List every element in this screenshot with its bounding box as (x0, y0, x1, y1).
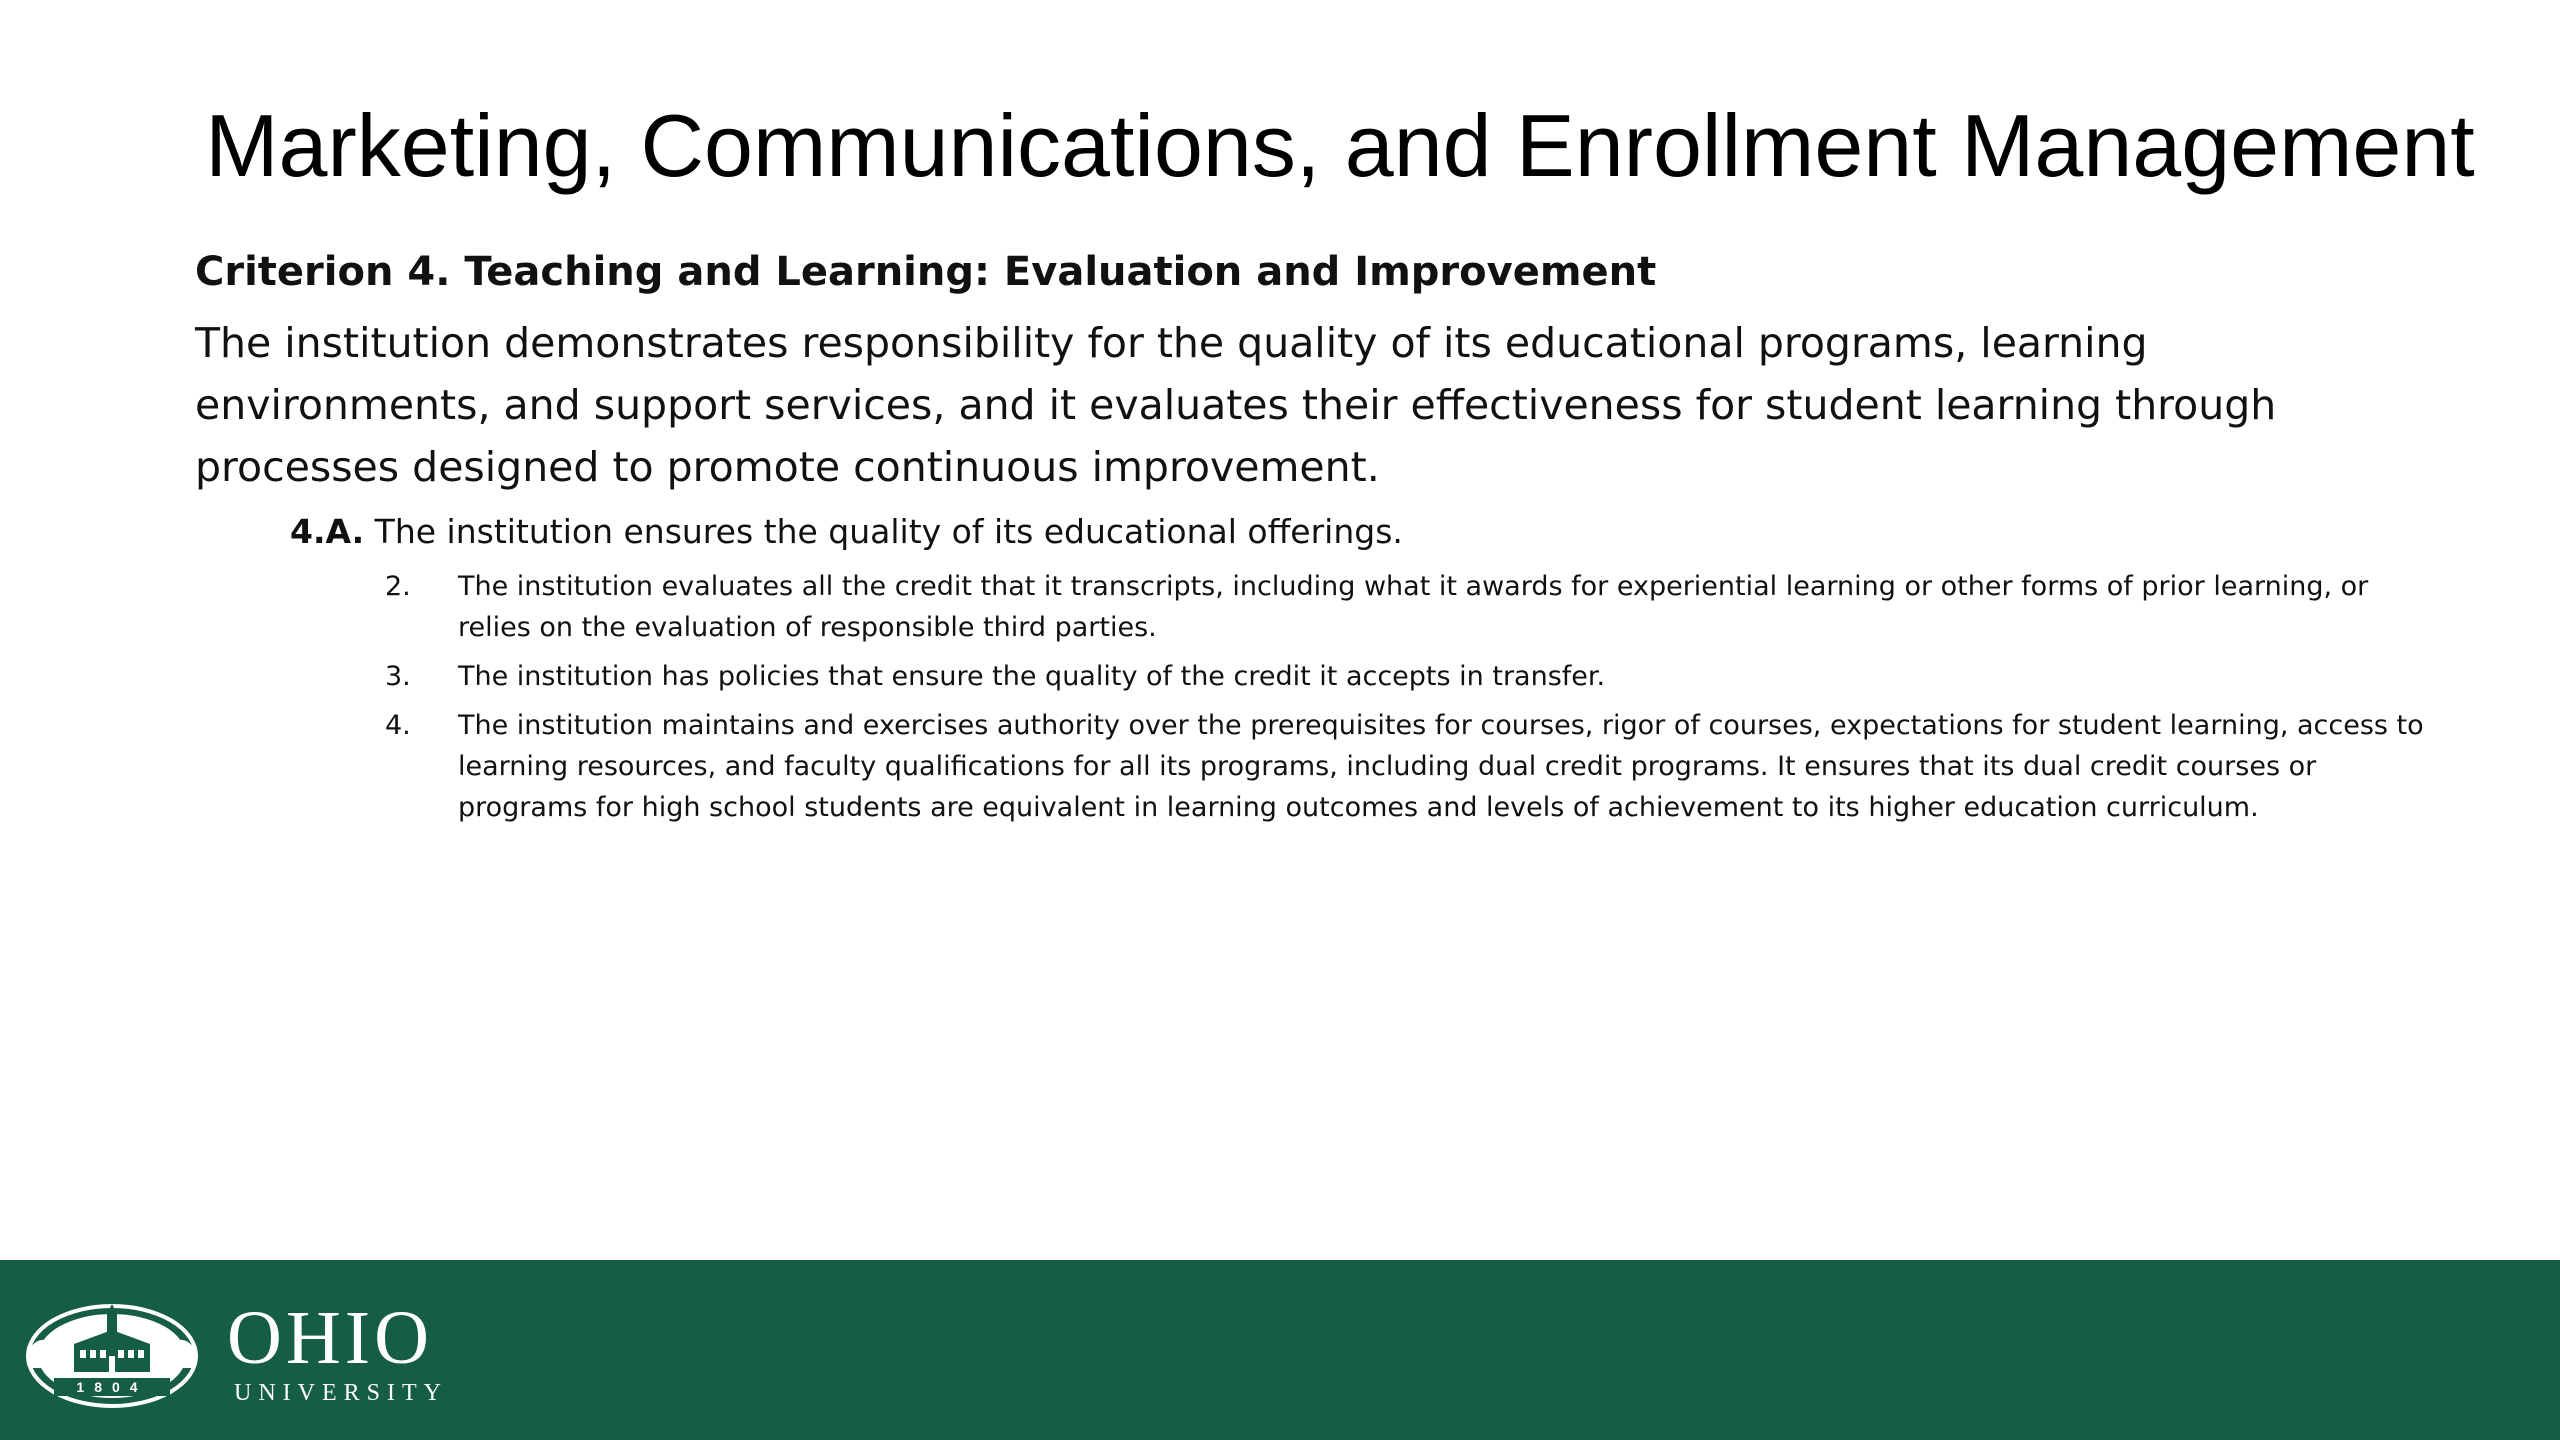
list-item-number: 3. (385, 661, 411, 692)
university-seal-icon (24, 1300, 204, 1410)
list-item-text: The institution has policies that ensure the quality of the credit it accepts in transfer. (458, 661, 1606, 692)
list-item (385, 656, 2425, 697)
slide-title: Marketing, Communications, and Enrollment Management (205, 96, 2475, 195)
seal-year: 1804 (76, 1379, 148, 1395)
criterion-description: The institution demonstrates responsibility for the quality of its educational programs, learning environments, and support services, and it evaluates their effectiveness for student learning through processes designed to promote continuous improvement. (195, 319, 2277, 491)
list-item-number: 4. (385, 710, 411, 741)
slide-content (195, 246, 2425, 836)
subcriterion (290, 508, 2425, 556)
subcriterion-code: 4.A. (290, 512, 365, 551)
ohio-university-logo (24, 1296, 464, 1410)
criterion-items-list (385, 566, 2425, 828)
list-item (385, 705, 2425, 828)
subcriterion-text: The institution ensures the quality of its educational offerings. (364, 512, 1403, 551)
logo-subtitle: UNIVERSITY (234, 1380, 448, 1406)
footer-bar (0, 1260, 2560, 1440)
list-item-text: The institution evaluates all the credit that it transcripts, including what it awards for experiential learning or other forms of prior learning, or relies on the evaluation of responsible third parties. (458, 571, 2369, 643)
list-item (385, 566, 2425, 648)
list-item-text: The institution maintains and exercises authority over the prerequisites for courses, rigor of courses, expectations for student learning, access to learning resources, and faculty qualifications for all its programs, including dual credit programs. It ensures that its dual credit courses or programs for high school students are equivalent in learning outcomes and levels of achievement to its higher education curriculum. (458, 710, 2424, 823)
criterion-heading: Criterion 4. Teaching and Learning: Evaluation and Improvement (195, 249, 1657, 295)
list-item-number: 2. (385, 571, 411, 602)
logo-wordmark: OHIO (227, 1296, 433, 1380)
